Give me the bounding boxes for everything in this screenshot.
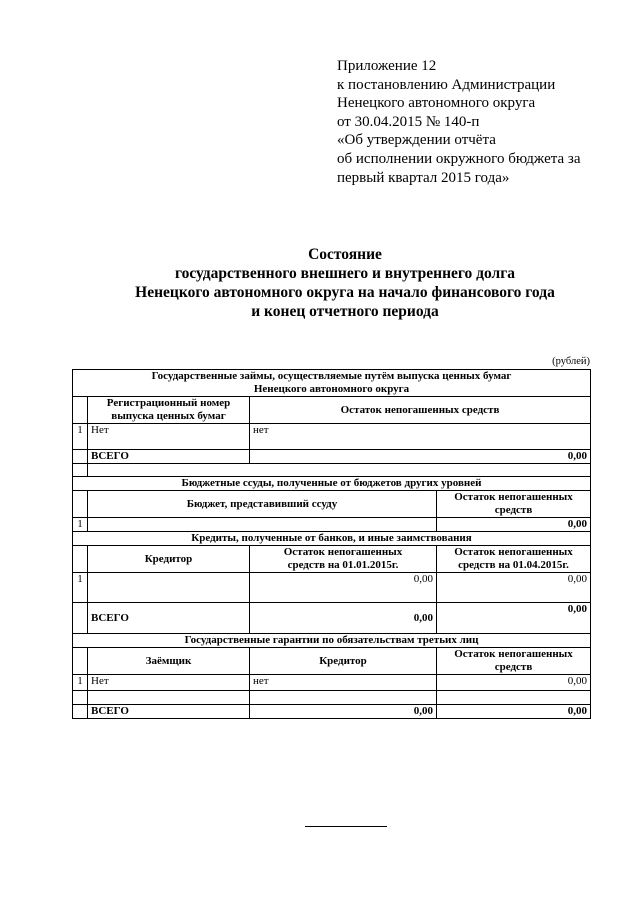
sec2-col-balance: [437, 491, 591, 518]
num-cell: [73, 450, 88, 464]
appendix-block: [337, 57, 627, 187]
appendix-line: от 30.04.2015 № 140-п: [337, 113, 480, 130]
units-label: (рублей): [552, 356, 590, 367]
sec1-header: [73, 370, 591, 397]
sec1-header-row: [73, 370, 591, 397]
sec4-col-balance: [437, 648, 591, 675]
row-number: 1: [73, 675, 88, 691]
sec2-header-row: [73, 477, 591, 491]
appendix-line: «Об утверждении отчёта: [337, 132, 496, 149]
sec4-row-creditor: нет: [250, 675, 437, 691]
sec2-row-value: 0,00: [437, 518, 591, 532]
num-cell: [73, 491, 88, 518]
sec1-total-label: ВСЕГО: [88, 450, 250, 464]
num-cell: [73, 397, 88, 424]
sec4-total-value: 0,00: [437, 705, 591, 719]
num-cell: [73, 705, 88, 719]
sec1-col-reg-line: Регистрационный номер: [106, 397, 231, 409]
footer-divider: [305, 826, 387, 827]
sec1-col-balance: Остаток непогашенных средств: [250, 397, 591, 424]
appendix-line: к постановлению Администрации: [337, 76, 556, 93]
row-number: 1: [73, 518, 88, 532]
sec3-col-end-line: Остаток непогашенных: [454, 546, 573, 558]
title-line: государственного внешнего и внутреннего долга: [174, 265, 516, 282]
appendix-line: Ненецкого автономного округа: [337, 95, 536, 112]
sec3-col-end: [437, 546, 591, 573]
sec4-header: Государственные гарантии по обязательствам третьих лиц: [73, 634, 591, 648]
num-cell: [73, 603, 88, 634]
sec4-col-balance-line: Остаток непогашенных: [454, 648, 573, 660]
sec4-row-value: 0,00: [437, 675, 591, 691]
sec4-col-borrower: Заёмщик: [88, 648, 250, 675]
sec1-header-line: Государственные займы, осуществляемые путём выпуска ценных бумаг: [151, 370, 512, 382]
sec2-data-row: [73, 518, 591, 532]
sec3-total-row: [73, 603, 591, 634]
separator-row: [73, 464, 591, 477]
sec3-col-start-line: Остаток непогашенных: [283, 546, 403, 558]
sec1-total-value: 0,00: [250, 450, 591, 464]
sec4-total-creditor: 0,00: [250, 705, 437, 719]
appendix-line: об исполнении окружного бюджета за: [337, 150, 581, 167]
sec2-col-balance-line: Остаток непогашенных: [454, 491, 573, 503]
sec3-row-start: 0,00: [250, 573, 437, 603]
document-title: [60, 245, 630, 321]
num-cell: [73, 648, 88, 675]
num-cell: [73, 546, 88, 573]
sec3-total-label: ВСЕГО: [88, 603, 250, 634]
row-number: 1: [73, 573, 88, 603]
sec4-total-row: [73, 705, 591, 719]
title-line: Ненецкого автономного округа на начало финансового года: [135, 284, 555, 301]
sec4-col-balance-line: средств: [494, 661, 533, 673]
sec3-col-end-line: средств на 01.04.2015г.: [458, 559, 569, 571]
sec3-data-row: [73, 573, 591, 603]
sec1-col-reg-line: выпуска ценных бумаг: [111, 410, 226, 422]
sec3-row-end: 0,00: [437, 573, 591, 603]
sec1-columns-row: [73, 397, 591, 424]
sec3-header-row: [73, 532, 591, 546]
sec3-col-creditor: Кредитор: [88, 546, 250, 573]
sec2-col-budget: Бюджет, представивший ссуду: [88, 491, 437, 518]
sec1-row-balance: нет: [250, 424, 591, 450]
sec4-columns-row: [73, 648, 591, 675]
sec3-header: Кредиты, полученные от банков, и иные заимствования: [73, 532, 591, 546]
sec4-row-borrower: Нет: [88, 675, 250, 691]
sec3-total-start: 0,00: [250, 603, 437, 634]
sec4-empty-row: [73, 691, 591, 705]
sec3-row-creditor: [88, 573, 250, 603]
sec1-data-row: [73, 424, 591, 450]
sec1-header-line: Ненецкого автономного округа: [253, 383, 410, 395]
sec2-header: Бюджетные ссуды, полученные от бюджетов других уровней: [73, 477, 591, 491]
sec3-columns-row: [73, 546, 591, 573]
sec4-header-row: [73, 634, 591, 648]
debt-table: [72, 369, 591, 719]
sec4-col-creditor: Кредитор: [250, 648, 437, 675]
title-line: Состояние: [308, 246, 382, 263]
sec4-total-label: ВСЕГО: [88, 705, 250, 719]
sec2-col-balance-line: средств: [494, 504, 533, 516]
appendix-line: первый квартал 2015 года»: [337, 169, 510, 186]
sec1-col-reg: [88, 397, 250, 424]
row-number: 1: [73, 424, 88, 450]
sec1-total-row: [73, 450, 591, 464]
sec2-columns-row: [73, 491, 591, 518]
sec1-row-reg: Нет: [88, 424, 250, 450]
sec4-data-row: [73, 675, 591, 691]
appendix-line: Приложение 12: [337, 58, 437, 74]
debt-table-wrapper: [72, 369, 590, 719]
sec3-col-start-line: средств на 01.01.2015г.: [287, 559, 399, 571]
sec3-col-start: [250, 546, 437, 573]
sec3-total-end: 0,00: [437, 603, 591, 634]
sec2-row-budget: [88, 518, 437, 532]
title-line: и конец отчетного периода: [251, 303, 439, 320]
